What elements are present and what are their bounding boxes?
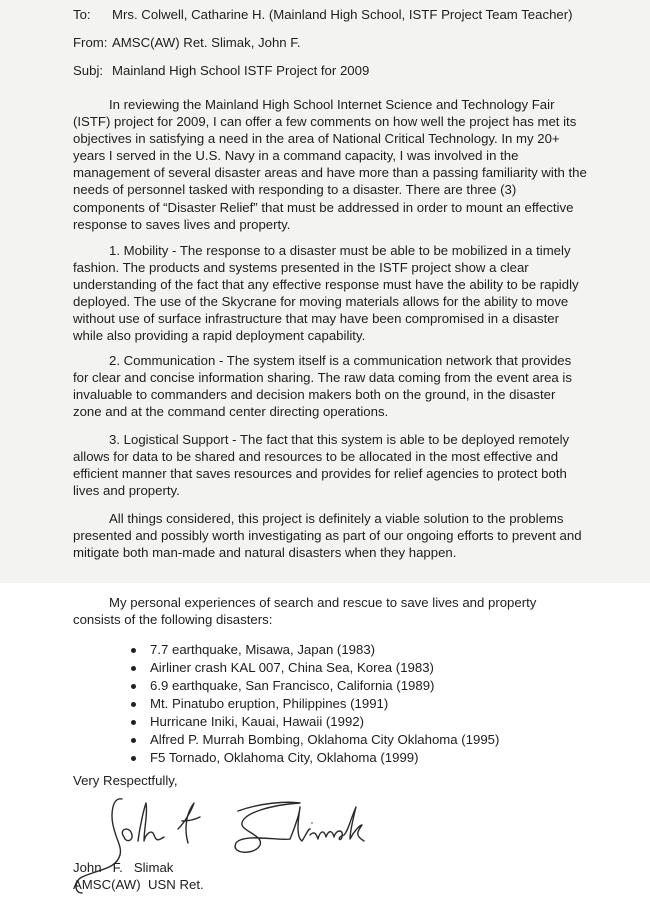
paragraph-intro: In reviewing the Mainland High School Internet Science and Technology Fair (ISTF) project for 2009, I can offer a few comments on how well the project has met its objectives in satisfying a need in the area of National Critical Technology. In my 20+ years I served in the U.S. Navy in a command capacity, I was involved in the management of several disaster areas and have more than a passing familiarity with the needs of personnel tasked with responding to a disaster. There are three (3) components of “Disaster Relief” that must be addressed in order to mount an effective response to saves lives and property. [73, 97, 587, 232]
from-label: From: [73, 35, 108, 50]
subject-value: Mainland High School ISTF Project for 2009 [112, 63, 370, 78]
list-item: F5 Tornado, Oklahoma City, Oklahoma (1999) [130, 749, 499, 767]
list-item: Hurricane Iniki, Kauai, Hawaii (1992) [130, 713, 499, 731]
to-label: To: [73, 7, 91, 22]
bullet-icon [131, 648, 136, 653]
paragraph-communication: 2. Communication - The system itself is a communication network that provides for clear and concise information sharing. The raw data coming from the event area is invaluable to commanders and decision makers both on the ground, in the disaster zone and at the command center directing operations. [73, 353, 572, 420]
paragraph-logistical-support: 3. Logistical Support - The fact that this system is able to be deployed remotely allows for data to be shared and resources to be allocated in the most effective and efficient manner that saves resources and provides for relief agencies to protect both lives and property. [73, 432, 570, 499]
bullet-icon [131, 666, 136, 671]
disaster-list [130, 641, 499, 767]
bullet-icon [131, 756, 136, 761]
bullet-icon [131, 684, 136, 689]
subject-label: Subj: [73, 63, 104, 78]
list-item: Airliner crash KAL 007, China Sea, Korea (1983) [130, 659, 499, 677]
to-value: Mrs. Colwell, Catharine H. (Mainland High School, ISTF Project Team Teacher) [112, 7, 573, 22]
list-item: Alfred P. Murrah Bombing, Oklahoma City Oklahoma (1995) [130, 731, 499, 749]
list-item: Mt. Pinatubo eruption, Philippines (1991) [130, 695, 499, 713]
list-item: 6.9 earthquake, San Francisco, California (1989) [130, 677, 499, 695]
paragraph-mobility: 1. Mobility - The response to a disaster must be able to be mobilized in a timely fashion. The products and systems presented in the ISTF project show a clear understanding of the fact that any effective response must have the ability to be rapidly deployed. The use of the Skycrane for moving materials allows for the ability to move without use of surface infrastructure that may have been compromised in a disaster while also providing a rapid deployment capability. [73, 243, 579, 344]
list-item: 7.7 earthquake, Misawa, Japan (1983) [130, 641, 499, 659]
paragraph-conclusion: All things considered, this project is definitely a viable solution to the problems presented and possibly worth investigating as part of our ongoing efforts to prevent and mitigate both man-made and natural disasters when they happen. [73, 511, 582, 561]
bullet-icon [131, 738, 136, 743]
paragraph-experience: My personal experiences of search and rescue to save lives and property consists of the following disasters: [73, 595, 537, 628]
bullet-icon [131, 702, 136, 707]
memo-from-line [73, 34, 301, 51]
salutation: Very Respectfully, [73, 773, 178, 788]
signer-title: AMSC(AW) USN Ret. [73, 877, 204, 892]
bullet-icon [131, 720, 136, 725]
memo-subject-line [73, 62, 369, 79]
memo-to-line [73, 6, 573, 23]
signer-name: John F. Slimak [73, 860, 174, 875]
from-value: AMSC(AW) Ret. Slimak, John F. [112, 35, 301, 50]
